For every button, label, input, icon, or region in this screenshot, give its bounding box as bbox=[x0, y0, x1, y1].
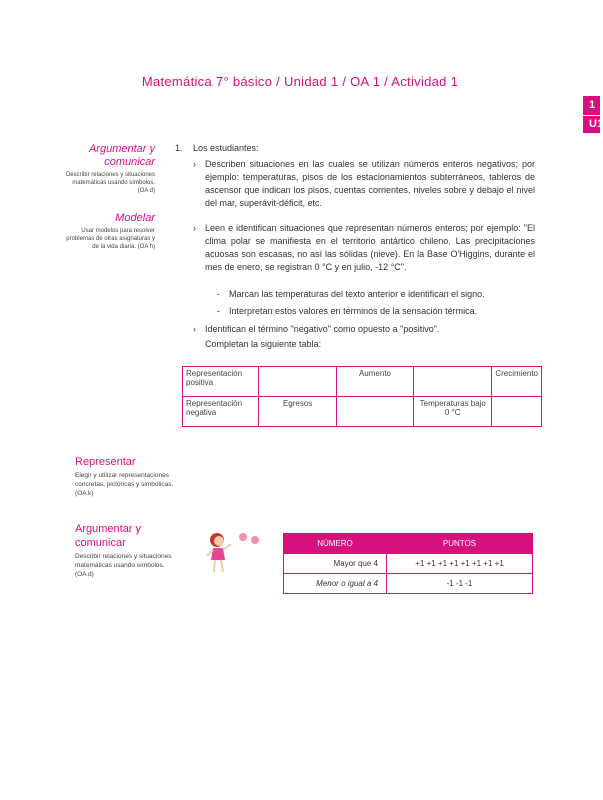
activity-intro: Los estudiantes: bbox=[193, 143, 259, 153]
activity-number: 1. bbox=[175, 143, 183, 153]
side-tab-number: 1 bbox=[583, 96, 600, 115]
sidebar-text: Elegir y utilizar representaciones concretas, pictóricas y simbólicas. (OA k) bbox=[75, 472, 174, 497]
table-cell: Crecimiento bbox=[492, 367, 542, 397]
activity-bullet-2: Leen e identifican situaciones que representan números enteros; por ejemplo: "El clima polar se manifiesta en el territorio antártico chileno. Las precipitaciones acuosas son escasas, no así las sólidas (nieve). En la Base O'Higgins, durante el mes de enero, se registran 0 °C y en julio, -12 °C". bbox=[205, 223, 535, 272]
table-cell bbox=[259, 367, 336, 397]
sidebar-heading: Argumentar y comunicar bbox=[88, 143, 155, 168]
dash-text: Marcan las temperaturas del texto anterior e identifican el signo. bbox=[229, 289, 485, 299]
sidebar-text: Describir relaciones y situaciones matemáticas usando símbolos. (OA d) bbox=[65, 172, 155, 194]
table-cell: Aumento bbox=[336, 367, 413, 397]
table-cell bbox=[336, 397, 413, 427]
chevron-right-icon: › bbox=[193, 324, 196, 334]
table-cell: Representación positiva bbox=[183, 367, 259, 397]
points-table bbox=[283, 533, 533, 594]
table-cell bbox=[492, 397, 542, 427]
activity-dash-1 bbox=[217, 288, 485, 301]
activity-bullet-3b: Completan la siguiente tabla: bbox=[205, 339, 322, 349]
sidebar-block-argumentar bbox=[60, 143, 155, 195]
sidebar-heading: Argumentar y comunicar bbox=[75, 523, 142, 549]
activity-bullet-1: Describen situaciones en las cuales se utilizan números enteros negativos; por ejemplo: temperaturas, pisos de los estacionamientos subterráneos, tableros de ascensor que indican los pisos, cuentas corrientes, niveles sobre y debajo el nivel del mar, superávit-déficit, etc. bbox=[205, 159, 535, 208]
table-header-cell: NÚMERO bbox=[284, 534, 387, 554]
table-cell: Egresos bbox=[259, 397, 336, 427]
representation-table bbox=[182, 366, 542, 427]
table-cell: Mayor que 4 bbox=[284, 554, 387, 574]
dash-text: Interpretan estos valores en términos de la sensación térmica. bbox=[229, 306, 478, 316]
table-row bbox=[183, 367, 542, 397]
activity-dash-2 bbox=[217, 305, 477, 318]
sidebar-block-argumentar-2 bbox=[75, 522, 175, 579]
side-tab-unit: U1 bbox=[583, 116, 600, 133]
sidebar-block-modelar bbox=[60, 212, 155, 251]
sidebar-block-representar bbox=[75, 455, 175, 498]
dash-icon: - bbox=[217, 306, 220, 316]
table-cell: -1 -1 -1 bbox=[387, 574, 533, 594]
chevron-right-icon: › bbox=[193, 159, 196, 169]
ball-icon bbox=[239, 533, 247, 541]
table-cell: Menor o igual a 4 bbox=[284, 574, 387, 594]
girl-illustration bbox=[203, 528, 265, 576]
table-header-cell: PUNTOS bbox=[387, 534, 533, 554]
table-cell: +1 +1 +1 +1 +1 +1 +1 +1 bbox=[387, 554, 533, 574]
page-title: Matemática 7° básico / Unidad 1 / OA 1 / Actividad 1 bbox=[141, 74, 459, 89]
table-cell: Representación negativa bbox=[183, 397, 259, 427]
dash-icon: - bbox=[217, 289, 220, 299]
table-cell bbox=[414, 367, 492, 397]
table-row bbox=[284, 554, 533, 574]
chevron-right-icon: › bbox=[193, 223, 196, 233]
activity-bullet-3a: Identifican el término "negativo" como opuesto a "positivo". bbox=[205, 324, 440, 334]
table-row bbox=[284, 574, 533, 594]
sidebar-text: Describir relaciones y situaciones matemáticas usando símbolos. (OA d) bbox=[75, 553, 172, 578]
table-header-row bbox=[284, 534, 533, 554]
sidebar-heading: Representar bbox=[75, 456, 136, 468]
table-row bbox=[183, 397, 542, 427]
ball-icon bbox=[251, 536, 259, 544]
sidebar-text: Usar modelos para resolver problemas de otras asignaturas y de la vida diaria. (OA h) bbox=[66, 228, 155, 250]
girl-figure bbox=[207, 533, 231, 572]
sidebar-heading: Modelar bbox=[115, 212, 155, 224]
table-cell: Temperaturas bajo 0 °C bbox=[414, 397, 492, 427]
